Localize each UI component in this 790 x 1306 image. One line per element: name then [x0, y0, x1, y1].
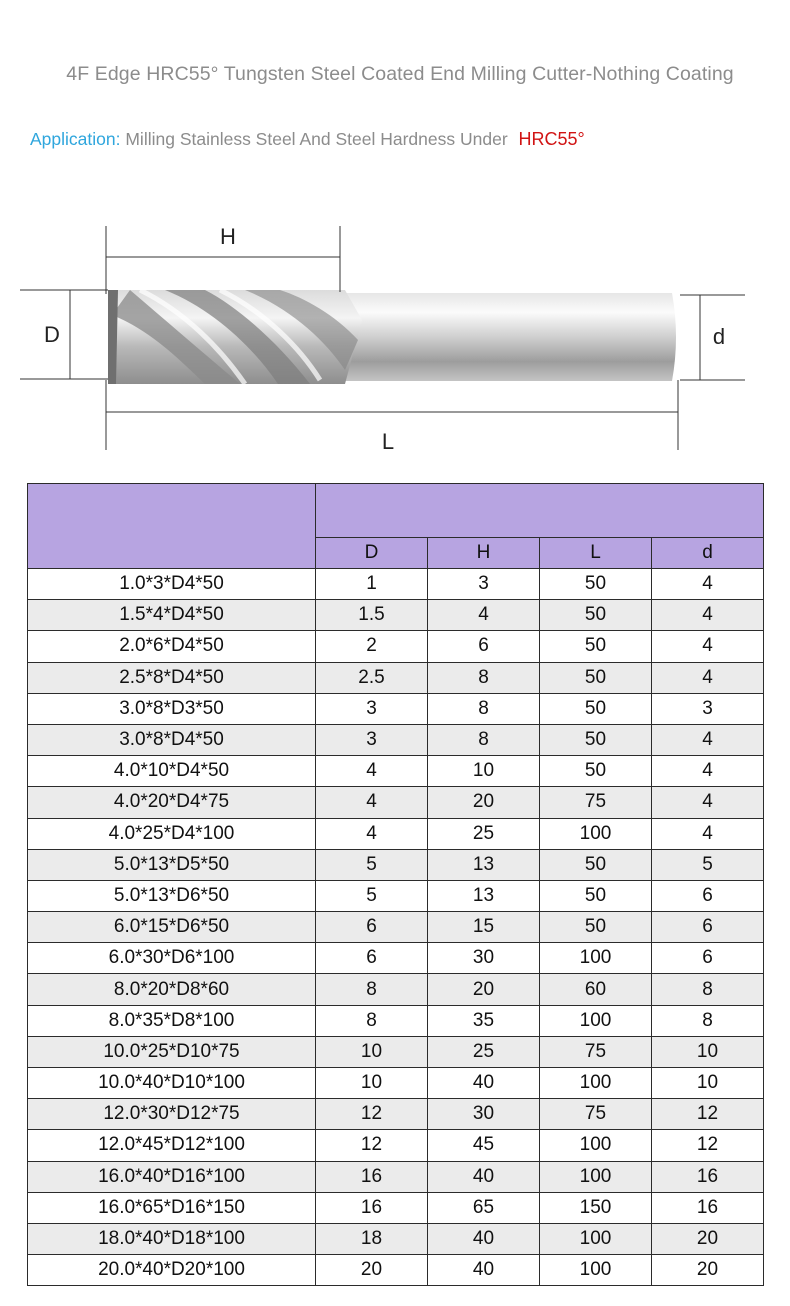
cell-model: 5.0*13*D5*50: [28, 849, 316, 880]
cell-D: 1.5: [316, 600, 428, 631]
cell-D: 16: [316, 1192, 428, 1223]
table-row: [28, 849, 764, 880]
cell-D: 2: [316, 631, 428, 662]
shank: [340, 293, 676, 381]
cell-d: 16: [652, 1192, 764, 1223]
cell-D: 4: [316, 818, 428, 849]
cell-model: 3.0*8*D4*50: [28, 724, 316, 755]
cell-model: 3.0*8*D3*50: [28, 693, 316, 724]
cell-model: 18.0*40*D18*100: [28, 1223, 316, 1254]
cell-d: 4: [652, 662, 764, 693]
cell-L: 50: [540, 724, 652, 755]
cell-L: 75: [540, 787, 652, 818]
cell-H: 10: [428, 756, 540, 787]
end-mill-drawing: [0, 220, 790, 460]
cell-H: 30: [428, 1099, 540, 1130]
cell-L: 50: [540, 569, 652, 600]
cell-d: 4: [652, 724, 764, 755]
cell-model: 12.0*45*D12*100: [28, 1130, 316, 1161]
cell-D: 10: [316, 1068, 428, 1099]
cell-H: 6: [428, 631, 540, 662]
table-header-top: [28, 484, 764, 538]
cell-d: 10: [652, 1036, 764, 1067]
table-row: [28, 880, 764, 911]
cell-d: 12: [652, 1099, 764, 1130]
cell-D: 3: [316, 724, 428, 755]
cell-d: 4: [652, 787, 764, 818]
label-D: D: [44, 322, 60, 347]
cell-d: 16: [652, 1161, 764, 1192]
table-row: [28, 1036, 764, 1067]
table-row: [28, 912, 764, 943]
cell-L: 100: [540, 1223, 652, 1254]
table-row: [28, 1005, 764, 1036]
cell-model: 8.0*35*D8*100: [28, 1005, 316, 1036]
cell-L: 100: [540, 1005, 652, 1036]
cell-model: 4.0*20*D4*75: [28, 787, 316, 818]
cell-L: 50: [540, 912, 652, 943]
cell-H: 25: [428, 1036, 540, 1067]
table-row: [28, 974, 764, 1005]
cell-model: 8.0*20*D8*60: [28, 974, 316, 1005]
table-row: [28, 1223, 764, 1254]
table-row: [28, 1068, 764, 1099]
cell-model: 10.0*25*D10*75: [28, 1036, 316, 1067]
table-body: [28, 569, 764, 1286]
cell-d: 4: [652, 569, 764, 600]
table-row: [28, 662, 764, 693]
cell-D: 16: [316, 1161, 428, 1192]
table-row: [28, 1192, 764, 1223]
cell-d: 4: [652, 818, 764, 849]
cell-D: 18: [316, 1223, 428, 1254]
cell-model: 16.0*65*D16*150: [28, 1192, 316, 1223]
cell-H: 20: [428, 787, 540, 818]
cell-D: 6: [316, 912, 428, 943]
cell-H: 8: [428, 724, 540, 755]
cell-model: 12.0*30*D12*75: [28, 1099, 316, 1130]
application-text: Milling Stainless Steel And Steel Hardness Under: [125, 129, 508, 149]
cell-H: 40: [428, 1068, 540, 1099]
end-mill-diagram: [0, 220, 790, 460]
label-d: d: [712, 324, 726, 349]
table-row: [28, 631, 764, 662]
cell-d: 20: [652, 1255, 764, 1286]
cell-model: 1.0*3*D4*50: [28, 569, 316, 600]
cell-D: 5: [316, 880, 428, 911]
column-header-d: d: [652, 538, 764, 569]
table-row: [28, 756, 764, 787]
cell-D: 12: [316, 1099, 428, 1130]
cell-H: 20: [428, 974, 540, 1005]
cell-L: 75: [540, 1099, 652, 1130]
cell-d: 8: [652, 974, 764, 1005]
application-line: [30, 129, 585, 150]
cell-D: 3: [316, 693, 428, 724]
table-row: [28, 600, 764, 631]
cell-model: 4.0*25*D4*100: [28, 818, 316, 849]
cell-D: 5: [316, 849, 428, 880]
cell-d: 6: [652, 912, 764, 943]
table-row: [28, 818, 764, 849]
table-row: [28, 943, 764, 974]
table-row: [28, 1099, 764, 1130]
cell-H: 8: [428, 693, 540, 724]
cell-H: 40: [428, 1255, 540, 1286]
cell-L: 100: [540, 1255, 652, 1286]
cell-H: 40: [428, 1161, 540, 1192]
cell-H: 3: [428, 569, 540, 600]
cell-H: 40: [428, 1223, 540, 1254]
cell-D: 1: [316, 569, 428, 600]
cell-D: 6: [316, 943, 428, 974]
table-row: [28, 787, 764, 818]
cell-H: 65: [428, 1192, 540, 1223]
cell-L: 50: [540, 693, 652, 724]
cell-d: 4: [652, 631, 764, 662]
cell-L: 60: [540, 974, 652, 1005]
cell-D: 4: [316, 787, 428, 818]
table-row: [28, 693, 764, 724]
label-H: H: [220, 224, 236, 249]
cell-model: 6.0*15*D6*50: [28, 912, 316, 943]
table-row: [28, 1130, 764, 1161]
cell-d: 10: [652, 1068, 764, 1099]
cell-H: 13: [428, 849, 540, 880]
cell-d: 4: [652, 600, 764, 631]
cell-model: 2.5*8*D4*50: [28, 662, 316, 693]
cell-L: 75: [540, 1036, 652, 1067]
column-header-L: L: [540, 538, 652, 569]
model-header: [28, 484, 316, 569]
cell-d: 6: [652, 880, 764, 911]
application-label: Application:: [30, 129, 121, 149]
cell-L: 50: [540, 756, 652, 787]
cell-L: 100: [540, 1068, 652, 1099]
column-header-H: H: [428, 538, 540, 569]
cell-H: 45: [428, 1130, 540, 1161]
cell-H: 13: [428, 880, 540, 911]
cell-model: 5.0*13*D6*50: [28, 880, 316, 911]
cell-model: 4.0*10*D4*50: [28, 756, 316, 787]
cell-d: 12: [652, 1130, 764, 1161]
cell-D: 4: [316, 756, 428, 787]
dimension-header: [316, 484, 764, 538]
cell-model: 16.0*40*D16*100: [28, 1161, 316, 1192]
cell-D: 8: [316, 1005, 428, 1036]
cell-L: 100: [540, 1130, 652, 1161]
table-row: [28, 724, 764, 755]
table-row: [28, 1161, 764, 1192]
cell-D: 2.5: [316, 662, 428, 693]
cell-H: 8: [428, 662, 540, 693]
cell-L: 50: [540, 600, 652, 631]
cell-D: 20: [316, 1255, 428, 1286]
cell-D: 8: [316, 974, 428, 1005]
cell-L: 100: [540, 1161, 652, 1192]
page-title: 4F Edge HRC55° Tungsten Steel Coated End Milling Cutter-Nothing Coating: [66, 63, 734, 85]
hardness-value: HRC55°: [518, 129, 585, 149]
label-L: L: [381, 429, 395, 454]
cell-H: 35: [428, 1005, 540, 1036]
cell-d: 6: [652, 943, 764, 974]
cell-H: 15: [428, 912, 540, 943]
cell-d: 3: [652, 693, 764, 724]
cell-model: 6.0*30*D6*100: [28, 943, 316, 974]
cell-L: 150: [540, 1192, 652, 1223]
cell-H: 25: [428, 818, 540, 849]
cell-L: 50: [540, 662, 652, 693]
cell-model: 10.0*40*D10*100: [28, 1068, 316, 1099]
cell-d: 8: [652, 1005, 764, 1036]
cell-L: 50: [540, 880, 652, 911]
cell-model: 20.0*40*D20*100: [28, 1255, 316, 1286]
cell-d: 20: [652, 1223, 764, 1254]
cell-model: 2.0*6*D4*50: [28, 631, 316, 662]
cell-L: 50: [540, 631, 652, 662]
table-row: [28, 1255, 764, 1286]
cell-L: 100: [540, 818, 652, 849]
cell-model: 1.5*4*D4*50: [28, 600, 316, 631]
cell-D: 12: [316, 1130, 428, 1161]
cell-H: 4: [428, 600, 540, 631]
cell-d: 4: [652, 756, 764, 787]
cell-L: 50: [540, 849, 652, 880]
cell-H: 30: [428, 943, 540, 974]
spec-table: [27, 483, 764, 1286]
cell-L: 100: [540, 943, 652, 974]
table-row: [28, 569, 764, 600]
cell-d: 5: [652, 849, 764, 880]
column-header-D: D: [316, 538, 428, 569]
cell-D: 10: [316, 1036, 428, 1067]
